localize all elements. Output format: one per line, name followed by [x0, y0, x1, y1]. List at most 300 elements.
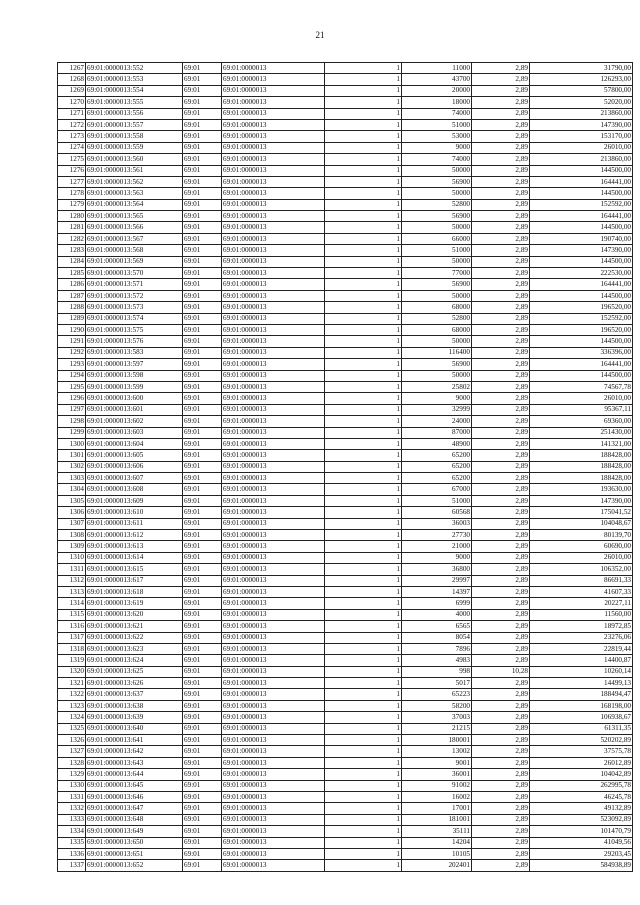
count-cell: 1 [325, 541, 402, 552]
region-code-cell: 69:01 [183, 324, 222, 335]
table-row [58, 256, 633, 267]
region-code-cell: 69:01 [183, 666, 222, 677]
cadastral-number-cell: 69:01:0000013:558 [86, 131, 183, 142]
row-index-cell: 1309 [58, 541, 86, 552]
row-index-cell: 1330 [58, 780, 86, 791]
amount-cell: 126293,00 [530, 74, 633, 85]
row-index-cell: 1286 [58, 279, 86, 290]
cadastral-quarter-cell: 69:01:0000013 [222, 165, 325, 176]
rate-cell: 2,89 [472, 302, 530, 313]
cadastral-quarter-cell: 69:01:0000013 [222, 586, 325, 597]
rate-cell: 2,89 [472, 108, 530, 119]
cadastral-quarter-cell: 69:01:0000013 [222, 712, 325, 723]
table-row [58, 142, 633, 153]
count-cell: 1 [325, 632, 402, 643]
cadastral-number-cell: 69:01:0000013:600 [86, 393, 183, 404]
cadastral-number-cell: 69:01:0000013:599 [86, 381, 183, 392]
row-index-cell: 1294 [58, 370, 86, 381]
rate-cell: 2,89 [472, 211, 530, 222]
amount-cell: 164441,00 [530, 279, 633, 290]
cadastral-number-cell: 69:01:0000013:618 [86, 586, 183, 597]
area-cell: 6999 [402, 598, 472, 609]
area-cell: 27730 [402, 530, 472, 541]
rate-cell: 2,89 [472, 336, 530, 347]
row-index-cell: 1310 [58, 552, 86, 563]
row-index-cell: 1304 [58, 484, 86, 495]
table-row [58, 438, 633, 449]
area-cell: 66000 [402, 233, 472, 244]
rate-cell: 2,89 [472, 359, 530, 370]
cadastral-number-cell: 69:01:0000013:611 [86, 518, 183, 529]
cadastral-number-cell: 69:01:0000013:560 [86, 154, 183, 165]
area-cell: 65200 [402, 450, 472, 461]
count-cell: 1 [325, 176, 402, 187]
amount-cell: 23276,06 [530, 632, 633, 643]
cadastral-number-cell: 69:01:0000013:652 [86, 860, 183, 871]
row-index-cell: 1332 [58, 803, 86, 814]
row-index-cell: 1298 [58, 416, 86, 427]
amount-cell: 86691,33 [530, 575, 633, 586]
row-index-cell: 1287 [58, 290, 86, 301]
area-cell: 9000 [402, 393, 472, 404]
region-code-cell: 69:01 [183, 507, 222, 518]
row-index-cell: 1319 [58, 655, 86, 666]
cadastral-number-cell: 69:01:0000013:570 [86, 268, 183, 279]
count-cell: 1 [325, 621, 402, 632]
region-code-cell: 69:01 [183, 803, 222, 814]
area-cell: 24000 [402, 416, 472, 427]
cadastral-quarter-cell: 69:01:0000013 [222, 176, 325, 187]
cadastral-quarter-cell: 69:01:0000013 [222, 233, 325, 244]
count-cell: 1 [325, 473, 402, 484]
region-code-cell: 69:01 [183, 484, 222, 495]
cadastral-quarter-cell: 69:01:0000013 [222, 63, 325, 74]
region-code-cell: 69:01 [183, 586, 222, 597]
amount-cell: 188428,00 [530, 461, 633, 472]
area-cell: 52800 [402, 199, 472, 210]
table-row [58, 575, 633, 586]
cadastral-quarter-cell: 69:01:0000013 [222, 609, 325, 620]
rate-cell: 2,89 [472, 757, 530, 768]
table-row [58, 837, 633, 848]
area-cell: 50000 [402, 188, 472, 199]
row-index-cell: 1308 [58, 530, 86, 541]
table-row [58, 473, 633, 484]
table-row [58, 609, 633, 620]
amount-cell: 213860,00 [530, 108, 633, 119]
count-cell: 1 [325, 757, 402, 768]
rate-cell: 2,89 [472, 188, 530, 199]
area-cell: 5017 [402, 678, 472, 689]
count-cell: 1 [325, 222, 402, 233]
region-code-cell: 69:01 [183, 268, 222, 279]
count-cell: 1 [325, 780, 402, 791]
row-index-cell: 1283 [58, 245, 86, 256]
region-code-cell: 69:01 [183, 347, 222, 358]
rate-cell: 2,89 [472, 279, 530, 290]
area-cell: 16002 [402, 792, 472, 803]
table-row [58, 199, 633, 210]
cadastral-quarter-cell: 69:01:0000013 [222, 507, 325, 518]
region-code-cell: 69:01 [183, 655, 222, 666]
rate-cell: 2,89 [472, 837, 530, 848]
cadastral-number-cell: 69:01:0000013:603 [86, 427, 183, 438]
cadastral-quarter-cell: 69:01:0000013 [222, 495, 325, 506]
row-index-cell: 1331 [58, 792, 86, 803]
cadastral-quarter-cell: 69:01:0000013 [222, 689, 325, 700]
cadastral-table [57, 62, 633, 872]
cadastral-quarter-cell: 69:01:0000013 [222, 792, 325, 803]
rate-cell: 2,89 [472, 313, 530, 324]
table-row [58, 780, 633, 791]
count-cell: 1 [325, 507, 402, 518]
region-code-cell: 69:01 [183, 473, 222, 484]
region-code-cell: 69:01 [183, 256, 222, 267]
row-index-cell: 1314 [58, 598, 86, 609]
amount-cell: 26010,00 [530, 552, 633, 563]
table-row [58, 359, 633, 370]
region-code-cell: 69:01 [183, 381, 222, 392]
cadastral-quarter-cell: 69:01:0000013 [222, 188, 325, 199]
count-cell: 1 [325, 530, 402, 541]
count-cell: 1 [325, 245, 402, 256]
amount-cell: 14499,13 [530, 678, 633, 689]
cadastral-quarter-cell: 69:01:0000013 [222, 848, 325, 859]
rate-cell: 2,89 [472, 438, 530, 449]
table-row [58, 108, 633, 119]
area-cell: 87000 [402, 427, 472, 438]
count-cell: 1 [325, 837, 402, 848]
area-cell: 21000 [402, 541, 472, 552]
cadastral-number-cell: 69:01:0000013:640 [86, 723, 183, 734]
table-row [58, 735, 633, 746]
region-code-cell: 69:01 [183, 461, 222, 472]
region-code-cell: 69:01 [183, 279, 222, 290]
count-cell: 1 [325, 450, 402, 461]
count-cell: 1 [325, 416, 402, 427]
area-cell: 4000 [402, 609, 472, 620]
amount-cell: 29203,45 [530, 848, 633, 859]
cadastral-quarter-cell: 69:01:0000013 [222, 359, 325, 370]
area-cell: 9000 [402, 552, 472, 563]
rate-cell: 2,89 [472, 803, 530, 814]
count-cell: 1 [325, 792, 402, 803]
amount-cell: 152592,00 [530, 313, 633, 324]
cadastral-quarter-cell: 69:01:0000013 [222, 427, 325, 438]
count-cell: 1 [325, 359, 402, 370]
row-index-cell: 1321 [58, 678, 86, 689]
row-index-cell: 1279 [58, 199, 86, 210]
rate-cell: 2,89 [472, 199, 530, 210]
rate-cell: 2,89 [472, 860, 530, 871]
cadastral-number-cell: 69:01:0000013:622 [86, 632, 183, 643]
area-cell: 21215 [402, 723, 472, 734]
cadastral-quarter-cell: 69:01:0000013 [222, 245, 325, 256]
rate-cell: 2,89 [472, 769, 530, 780]
table-row [58, 700, 633, 711]
area-cell: 65200 [402, 461, 472, 472]
amount-cell: 26010,00 [530, 142, 633, 153]
table-row [58, 450, 633, 461]
area-cell: 6565 [402, 621, 472, 632]
area-cell: 25802 [402, 381, 472, 392]
area-cell: 32999 [402, 404, 472, 415]
cadastral-number-cell: 69:01:0000013:567 [86, 233, 183, 244]
rate-cell: 2,89 [472, 85, 530, 96]
amount-cell: 26012,89 [530, 757, 633, 768]
row-index-cell: 1312 [58, 575, 86, 586]
row-index-cell: 1293 [58, 359, 86, 370]
table-row [58, 723, 633, 734]
cadastral-quarter-cell: 69:01:0000013 [222, 324, 325, 335]
area-cell: 50000 [402, 336, 472, 347]
count-cell: 1 [325, 131, 402, 142]
amount-cell: 95367,11 [530, 404, 633, 415]
amount-cell: 106352,00 [530, 564, 633, 575]
cadastral-number-cell: 69:01:0000013:609 [86, 495, 183, 506]
rate-cell: 2,89 [472, 461, 530, 472]
area-cell: 77000 [402, 268, 472, 279]
rate-cell: 2,89 [472, 621, 530, 632]
rate-cell: 2,89 [472, 712, 530, 723]
cadastral-quarter-cell: 69:01:0000013 [222, 211, 325, 222]
area-cell: 56900 [402, 359, 472, 370]
amount-cell: 164441,00 [530, 176, 633, 187]
region-code-cell: 69:01 [183, 438, 222, 449]
count-cell: 1 [325, 518, 402, 529]
row-index-cell: 1301 [58, 450, 86, 461]
area-cell: 51000 [402, 495, 472, 506]
count-cell: 1 [325, 85, 402, 96]
count-cell: 1 [325, 199, 402, 210]
region-code-cell: 69:01 [183, 518, 222, 529]
count-cell: 1 [325, 336, 402, 347]
area-cell: 36800 [402, 564, 472, 575]
amount-cell: 520202,89 [530, 735, 633, 746]
rate-cell: 2,89 [472, 507, 530, 518]
row-index-cell: 1270 [58, 97, 86, 108]
cadastral-number-cell: 69:01:0000013:650 [86, 837, 183, 848]
cadastral-number-cell: 69:01:0000013:574 [86, 313, 183, 324]
amount-cell: 188494,47 [530, 689, 633, 700]
row-index-cell: 1317 [58, 632, 86, 643]
area-cell: 36001 [402, 769, 472, 780]
region-code-cell: 69:01 [183, 826, 222, 837]
cadastral-number-cell: 69:01:0000013:617 [86, 575, 183, 586]
row-index-cell: 1269 [58, 85, 86, 96]
cadastral-number-cell: 69:01:0000013:555 [86, 97, 183, 108]
row-index-cell: 1323 [58, 700, 86, 711]
area-cell: 9001 [402, 757, 472, 768]
amount-cell: 188428,00 [530, 450, 633, 461]
table-row [58, 495, 633, 506]
count-cell: 1 [325, 313, 402, 324]
amount-cell: 523092,89 [530, 814, 633, 825]
area-cell: 14397 [402, 586, 472, 597]
table-row [58, 211, 633, 222]
table-row [58, 655, 633, 666]
cadastral-quarter-cell: 69:01:0000013 [222, 746, 325, 757]
count-cell: 1 [325, 438, 402, 449]
cadastral-number-cell: 69:01:0000013:651 [86, 848, 183, 859]
cadastral-number-cell: 69:01:0000013:572 [86, 290, 183, 301]
count-cell: 1 [325, 609, 402, 620]
table-row [58, 598, 633, 609]
area-cell: 51000 [402, 245, 472, 256]
cadastral-quarter-cell: 69:01:0000013 [222, 199, 325, 210]
amount-cell: 22819,44 [530, 643, 633, 654]
table-row [58, 336, 633, 347]
cadastral-number-cell: 69:01:0000013:614 [86, 552, 183, 563]
region-code-cell: 69:01 [183, 723, 222, 734]
cadastral-quarter-cell: 69:01:0000013 [222, 666, 325, 677]
cadastral-quarter-cell: 69:01:0000013 [222, 85, 325, 96]
count-cell: 1 [325, 495, 402, 506]
cadastral-number-cell: 69:01:0000013:637 [86, 689, 183, 700]
cadastral-number-cell: 69:01:0000013:556 [86, 108, 183, 119]
region-code-cell: 69:01 [183, 564, 222, 575]
area-cell: 91002 [402, 780, 472, 791]
amount-cell: 193630,00 [530, 484, 633, 495]
page-number: 21 [315, 30, 325, 40]
region-code-cell: 69:01 [183, 119, 222, 130]
region-code-cell: 69:01 [183, 97, 222, 108]
cadastral-quarter-cell: 69:01:0000013 [222, 131, 325, 142]
count-cell: 1 [325, 370, 402, 381]
cadastral-quarter-cell: 69:01:0000013 [222, 723, 325, 734]
row-index-cell: 1289 [58, 313, 86, 324]
area-cell: 998 [402, 666, 472, 677]
region-code-cell: 69:01 [183, 233, 222, 244]
cadastral-quarter-cell: 69:01:0000013 [222, 279, 325, 290]
cadastral-quarter-cell: 69:01:0000013 [222, 154, 325, 165]
area-cell: 58200 [402, 700, 472, 711]
region-code-cell: 69:01 [183, 541, 222, 552]
table-row [58, 518, 633, 529]
count-cell: 1 [325, 381, 402, 392]
count-cell: 1 [325, 689, 402, 700]
count-cell: 1 [325, 256, 402, 267]
row-index-cell: 1320 [58, 666, 86, 677]
row-index-cell: 1278 [58, 188, 86, 199]
table-row [58, 176, 633, 187]
rate-cell: 2,89 [472, 154, 530, 165]
rate-cell: 2,89 [472, 290, 530, 301]
cadastral-quarter-cell: 69:01:0000013 [222, 404, 325, 415]
amount-cell: 168198,00 [530, 700, 633, 711]
amount-cell: 18972,85 [530, 621, 633, 632]
row-index-cell: 1337 [58, 860, 86, 871]
rate-cell: 2,89 [472, 530, 530, 541]
row-index-cell: 1334 [58, 826, 86, 837]
table-row [58, 757, 633, 768]
amount-cell: 152592,00 [530, 199, 633, 210]
table-row [58, 769, 633, 780]
count-cell: 1 [325, 142, 402, 153]
rate-cell: 2,89 [472, 518, 530, 529]
amount-cell: 37575,78 [530, 746, 633, 757]
region-code-cell: 69:01 [183, 621, 222, 632]
cadastral-number-cell: 69:01:0000013:649 [86, 826, 183, 837]
row-index-cell: 1305 [58, 495, 86, 506]
cadastral-number-cell: 69:01:0000013:639 [86, 712, 183, 723]
table-row [58, 290, 633, 301]
count-cell: 1 [325, 803, 402, 814]
rate-cell: 2,89 [472, 347, 530, 358]
amount-cell: 31790,00 [530, 63, 633, 74]
rate-cell: 2,89 [472, 723, 530, 734]
cadastral-quarter-cell: 69:01:0000013 [222, 461, 325, 472]
amount-cell: 69360,00 [530, 416, 633, 427]
count-cell: 1 [325, 461, 402, 472]
rate-cell: 2,89 [472, 564, 530, 575]
count-cell: 1 [325, 746, 402, 757]
region-code-cell: 69:01 [183, 757, 222, 768]
area-cell: 48900 [402, 438, 472, 449]
cadastral-quarter-cell: 69:01:0000013 [222, 256, 325, 267]
rate-cell: 2,89 [472, 427, 530, 438]
cadastral-number-cell: 69:01:0000013:646 [86, 792, 183, 803]
cadastral-quarter-cell: 69:01:0000013 [222, 473, 325, 484]
area-cell: 43700 [402, 74, 472, 85]
amount-cell: 262995,78 [530, 780, 633, 791]
cadastral-number-cell: 69:01:0000013:644 [86, 769, 183, 780]
cadastral-quarter-cell: 69:01:0000013 [222, 416, 325, 427]
cadastral-number-cell: 69:01:0000013:601 [86, 404, 183, 415]
table-row [58, 188, 633, 199]
rate-cell: 2,89 [472, 495, 530, 506]
row-index-cell: 1290 [58, 324, 86, 335]
area-cell: 37003 [402, 712, 472, 723]
area-cell: 7896 [402, 643, 472, 654]
table-row [58, 814, 633, 825]
region-code-cell: 69:01 [183, 632, 222, 643]
rate-cell: 2,89 [472, 393, 530, 404]
table-row [58, 552, 633, 563]
cadastral-number-cell: 69:01:0000013:562 [86, 176, 183, 187]
region-code-cell: 69:01 [183, 336, 222, 347]
cadastral-quarter-cell: 69:01:0000013 [222, 564, 325, 575]
cadastral-quarter-cell: 69:01:0000013 [222, 780, 325, 791]
cadastral-quarter-cell: 69:01:0000013 [222, 757, 325, 768]
amount-cell: 144500,00 [530, 188, 633, 199]
area-cell: 14204 [402, 837, 472, 848]
rate-cell: 2,89 [472, 586, 530, 597]
region-code-cell: 69:01 [183, 370, 222, 381]
cadastral-quarter-cell: 69:01:0000013 [222, 621, 325, 632]
cadastral-number-cell: 69:01:0000013:615 [86, 564, 183, 575]
region-code-cell: 69:01 [183, 780, 222, 791]
rate-cell: 2,89 [472, 632, 530, 643]
rate-cell: 2,89 [472, 245, 530, 256]
rate-cell: 2,89 [472, 416, 530, 427]
area-cell: 11000 [402, 63, 472, 74]
cadastral-quarter-cell: 69:01:0000013 [222, 575, 325, 586]
region-code-cell: 69:01 [183, 769, 222, 780]
table-row [58, 643, 633, 654]
table-row [58, 268, 633, 279]
count-cell: 1 [325, 484, 402, 495]
area-cell: 50000 [402, 370, 472, 381]
count-cell: 1 [325, 97, 402, 108]
row-index-cell: 1271 [58, 108, 86, 119]
amount-cell: 144500,00 [530, 165, 633, 176]
cadastral-number-cell: 69:01:0000013:624 [86, 655, 183, 666]
table-row [58, 564, 633, 575]
cadastral-quarter-cell: 69:01:0000013 [222, 518, 325, 529]
table-row [58, 712, 633, 723]
table-row [58, 678, 633, 689]
